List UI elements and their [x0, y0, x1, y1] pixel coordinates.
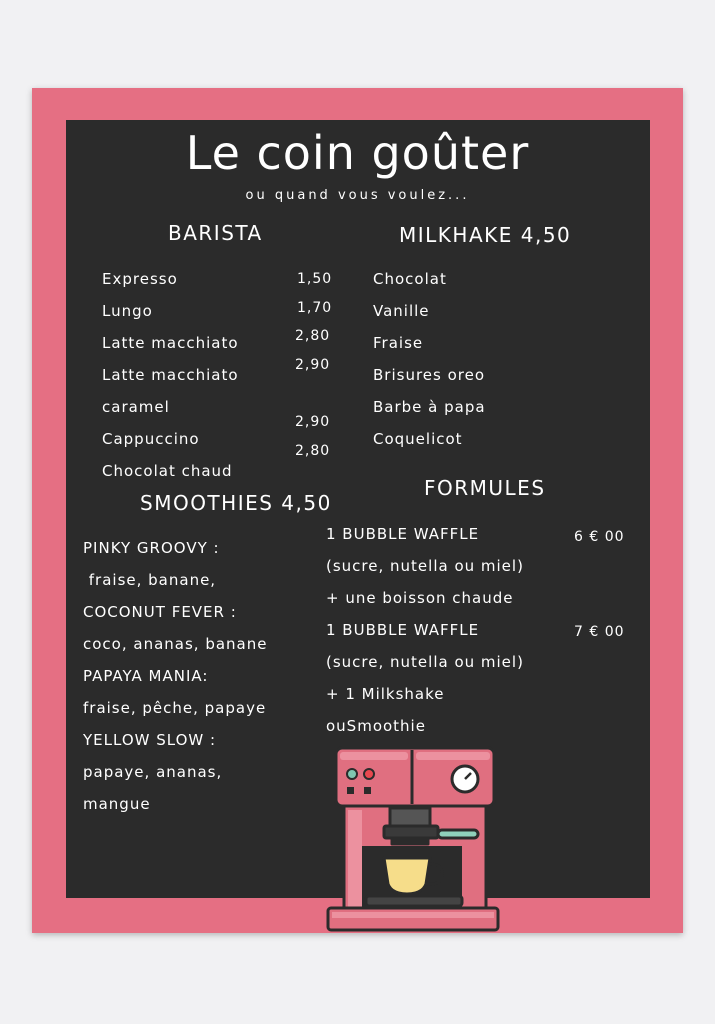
smoothie-line: YELLOW SLOW : — [83, 731, 217, 749]
formule-line: 1 BUBBLE WAFFLE — [326, 525, 480, 543]
barista-item: caramel — [102, 398, 170, 416]
barista-price: 2,80 — [295, 443, 331, 459]
smoothie-line: papaye, ananas, — [83, 763, 223, 781]
smoothie-line: PAPAYA MANIA: — [83, 667, 209, 685]
page-subtitle: ou quand vous voulez... — [245, 188, 470, 203]
formules-heading: FORMULES — [424, 476, 546, 500]
milkshake-item: Fraise — [373, 334, 424, 352]
smoothie-line: coco, ananas, banane — [83, 635, 268, 653]
formule-line: + une boisson chaude — [326, 589, 514, 607]
smoothies-heading: SMOOTHIES 4,50 — [140, 491, 332, 515]
formule-line: 1 BUBBLE WAFFLE — [326, 621, 480, 639]
barista-price: 2,90 — [295, 357, 331, 373]
formule-price: 7 € 00 — [574, 624, 625, 640]
barista-item: Cappuccino — [102, 430, 200, 448]
formule-line: ouSmoothie — [326, 717, 426, 735]
milkshake-item: Chocolat — [373, 270, 447, 288]
barista-price: 1,70 — [297, 300, 333, 316]
formule-price: 6 € 00 — [574, 529, 625, 545]
barista-price: 2,90 — [295, 414, 331, 430]
barista-price: 1,50 — [297, 271, 333, 287]
milkshake-item: Coquelicot — [373, 430, 463, 448]
smoothie-line: fraise, pêche, papaye — [83, 699, 267, 717]
milkshake-item: Barbe à papa — [373, 398, 486, 416]
smoothie-line: COCONUT FEVER : — [83, 603, 237, 621]
formule-line: (sucre, nutella ou miel) — [326, 557, 524, 575]
barista-item: Chocolat chaud — [102, 462, 233, 480]
milkshake-item: Brisures oreo — [373, 366, 486, 384]
milkshake-heading: MILKHAKE 4,50 — [399, 223, 572, 247]
formule-line: + 1 Milkshake — [326, 685, 445, 703]
barista-heading: BARISTA — [168, 221, 263, 245]
coffee-machine-icon — [322, 744, 504, 934]
barista-item: Lungo — [102, 302, 153, 320]
page-title: Le coin goûter — [185, 126, 530, 180]
smoothie-line: fraise, banane, — [83, 571, 217, 589]
barista-item: Latte macchiato — [102, 334, 239, 352]
barista-item: Expresso — [102, 270, 178, 288]
barista-item: Latte macchiato — [102, 366, 239, 384]
milkshake-item: Vanille — [373, 302, 430, 320]
formule-line: (sucre, nutella ou miel) — [326, 653, 524, 671]
smoothie-line: PINKY GROOVY : — [83, 539, 220, 557]
smoothie-line: mangue — [83, 795, 151, 813]
barista-price: 2,80 — [295, 328, 331, 344]
